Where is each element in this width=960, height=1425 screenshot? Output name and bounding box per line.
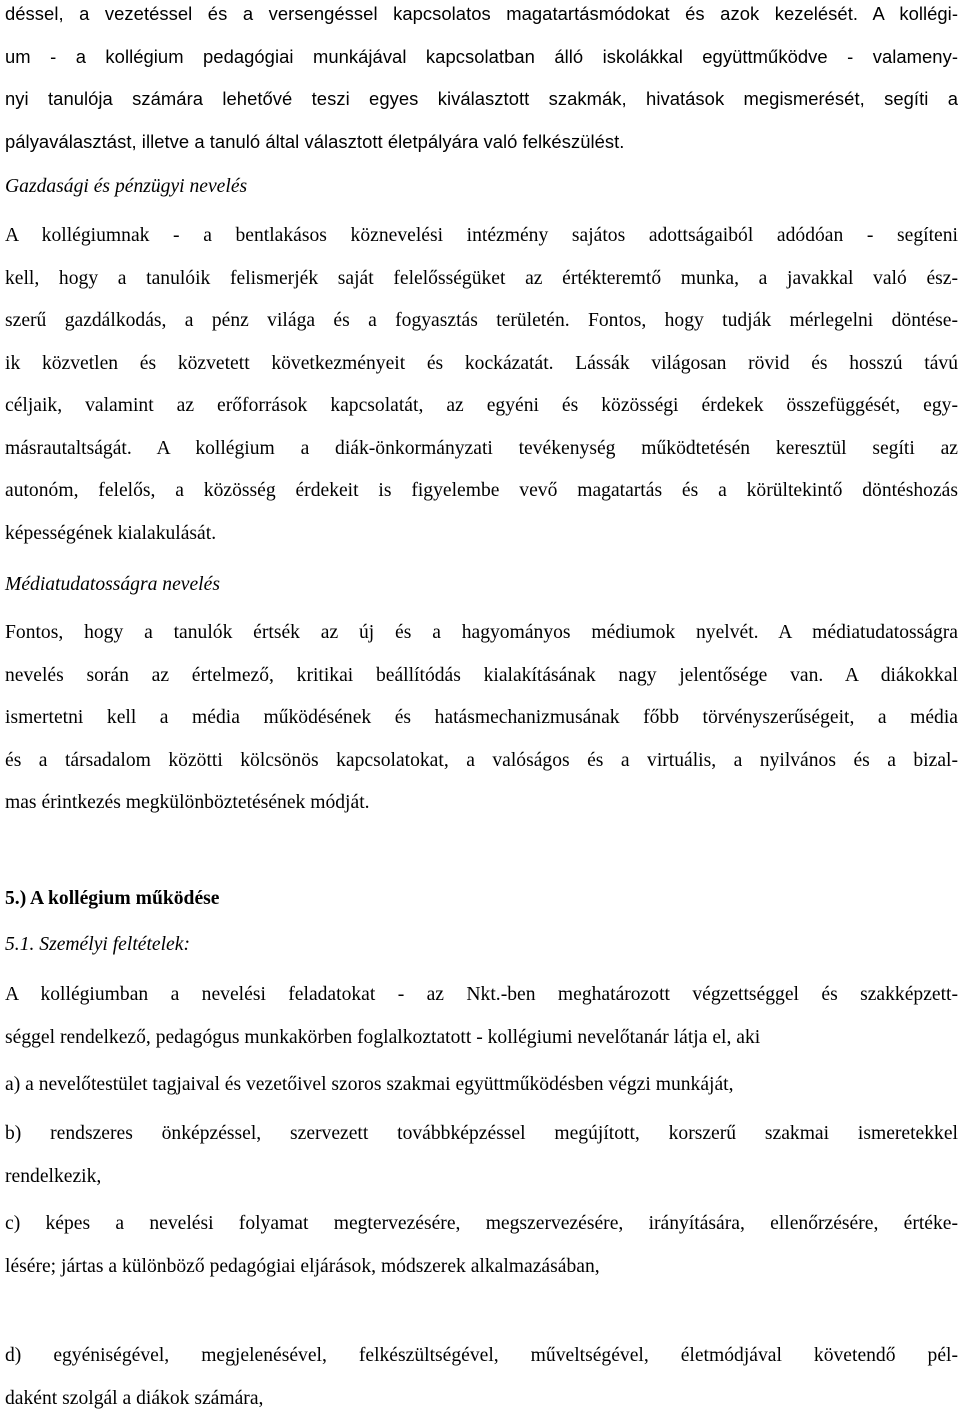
economic-line-8: képességének kialakulását. <box>5 522 217 544</box>
item-d <box>5 1335 958 1420</box>
media-paragraph <box>5 612 958 825</box>
chapter-title: 5.) A kollégium működése <box>5 888 220 909</box>
personnel-intro-paragraph <box>5 974 958 1059</box>
economic-line-4: ik közvetlen és közvetett következményeit és kockázatát. Lássák világosan rövid és hosszú távú <box>5 352 958 374</box>
item-c-line-1: c) képes a nevelési folyamat megtervezésére, megszervezésére, irányítására, ellenőrzésére, értéke- <box>5 1213 958 1234</box>
item-d-line-2: daként szolgál a diákok számára, <box>5 1387 264 1409</box>
media-line-1: Fontos, hogy a tanulók értsék az új és a hagyományos médiumok nyelvét. A médiatudatosságra <box>5 622 958 643</box>
economic-paragraph <box>5 215 958 555</box>
economic-line-3: szerű gazdálkodás, a pénz világa és a fogyasztás területén. Fontos, hogy tudják mérlegelni döntése- <box>5 310 958 331</box>
personnel-line-2: séggel rendelkező, pedagógus munkakörben foglalkoztatott - kollégiumi nevelőtanár látja el, aki <box>5 1026 761 1048</box>
economic-line-5: céljaik, valamint az erőforrások kapcsolatát, az egyéni és közösségi érdekek összefüggését, egy- <box>5 395 958 416</box>
item-c-line-2: lésére; jártas a különböző pedagógiai eljárások, módszerek alkalmazásában, <box>5 1255 600 1277</box>
item-c <box>5 1203 958 1288</box>
section-title-media: Médiatudatosságra nevelés <box>5 574 220 595</box>
item-a-line-1: a) a nevelőtestület tagjaival és vezetőivel szoros szakmai együttműködésben végzi munkáját, <box>5 1074 734 1095</box>
intro-paragraph <box>5 0 958 163</box>
item-a <box>5 1064 958 1107</box>
intro-line-3: nyi tanulója számára lehetővé teszi egyes kiválasztott szakmák, hivatások megismerését, segíti a <box>5 88 958 109</box>
economic-line-2: kell, hogy a tanulóik felismerjék saját felelősségüket az értékteremtő munka, a javakkal való ész- <box>5 267 958 289</box>
section-title-economic: Gazdasági és pénzügyi nevelés <box>5 176 248 197</box>
personnel-line-1: A kollégiumban a nevelési feladatokat - az Nkt.-ben meghatározott végzettséggel és szakképzett- <box>5 984 958 1005</box>
economic-line-7: autonóm, felelős, a közösség érdekeit is figyelembe vevő magatartás és a körültekintő döntéshozás <box>5 480 958 501</box>
subsection-title: 5.1. Személyi feltételek: <box>5 934 190 955</box>
media-line-3: ismertetni kell a média működésének és hatásmechanizmusának főbb törvényszerűségeit, a média <box>5 707 958 728</box>
media-line-4: és a társadalom közötti kölcsönös kapcsolatokat, a valóságos és a virtuális, a nyilvános és a bizal- <box>5 749 958 771</box>
item-b-line-2: rendelkezik, <box>5 1165 102 1187</box>
media-line-5: mas érintkezés megkülönböztetésének módját. <box>5 792 370 813</box>
item-b-line-1: b) rendszeres önképzéssel, szervezett továbbképzéssel megújított, korszerű szakmai ismeretekkel <box>5 1123 958 1144</box>
intro-line-4: pályaválasztást, illetve a tanuló által választott életpályára való felkészülést. <box>5 130 625 152</box>
item-d-line-1: d) egyéniségével, megjelenésével, felkészültségével, műveltségével, életmódjával követendő pél- <box>5 1345 958 1366</box>
intro-line-2: um - a kollégium pedagógiai munkájával kapcsolatban álló iskolákkal együttműködve - valameny- <box>5 45 958 67</box>
intro-line-1: déssel, a vezetéssel és a versengéssel kapcsolatos magatartásmódokat és azok kezelését. A kollégi- <box>5 3 958 24</box>
item-b <box>5 1113 958 1198</box>
media-line-2: nevelés során az értelmező, kritikai beállítódás kialakításának nagy jelentősége van. A diákokkal <box>5 664 958 686</box>
economic-line-6: másrautaltságát. A kollégium a diák-önkormányzati tevékenység működtetésén keresztül segíti az <box>5 437 958 459</box>
economic-line-1: A kollégiumnak - a bentlakásos köznevelési intézmény sajátos adottságaiból adódóan - segíteni <box>5 225 958 246</box>
